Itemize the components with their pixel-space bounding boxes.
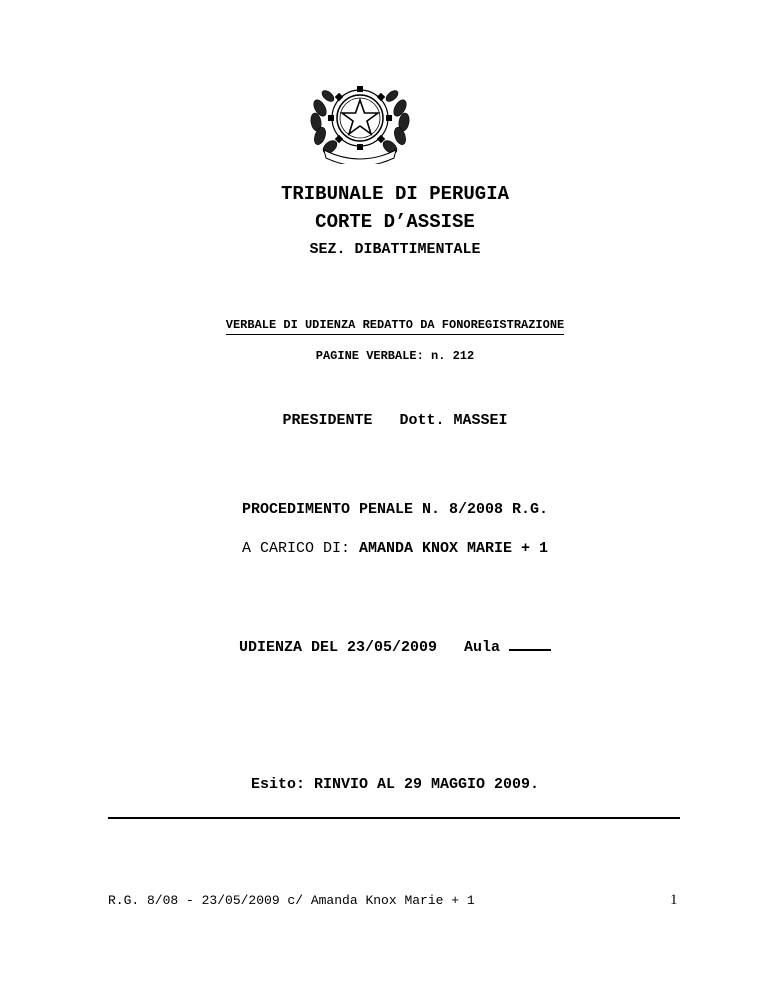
record-title: VERBALE DI UDIENZA REDATTO DA FONOREGISTRAZIONE	[0, 318, 768, 332]
record-pages: PAGINE VERBALE: n. 212	[315, 349, 475, 363]
hearing-date: UDIENZA DEL 23/05/2009	[238, 639, 437, 656]
separator-rule	[108, 817, 680, 819]
court-division: SEZ. DIBATTIMENTALE	[309, 241, 481, 258]
hearing-line	[0, 637, 768, 656]
president-name: Dott. MASSEI	[399, 412, 508, 429]
hearing-room: Aula	[464, 639, 501, 656]
president-line	[0, 412, 768, 429]
charge-line	[0, 540, 768, 557]
president-label: PRESIDENTE	[282, 412, 373, 429]
room-blank	[509, 637, 551, 651]
court-name: TRIBUNALE DI PERUGIA	[280, 183, 510, 205]
proceeding-title: PROCEDIMENTO PENALE N. 8/2008 R.G.	[241, 501, 549, 518]
footer-reference: R.G. 8/08 - 23/05/2009 c/ Amanda Knox Marie + 1	[108, 893, 475, 908]
page-number: 1	[670, 892, 678, 908]
italian-republic-emblem-icon	[306, 78, 414, 164]
charge-label: A CARICO DI:	[241, 540, 350, 557]
court-section: CORTE D’ASSISE	[315, 211, 475, 233]
outcome: Esito: RINVIO AL 29 MAGGIO 2009.	[250, 776, 540, 793]
defendants: AMANDA KNOX MARIE + 1	[359, 540, 549, 557]
